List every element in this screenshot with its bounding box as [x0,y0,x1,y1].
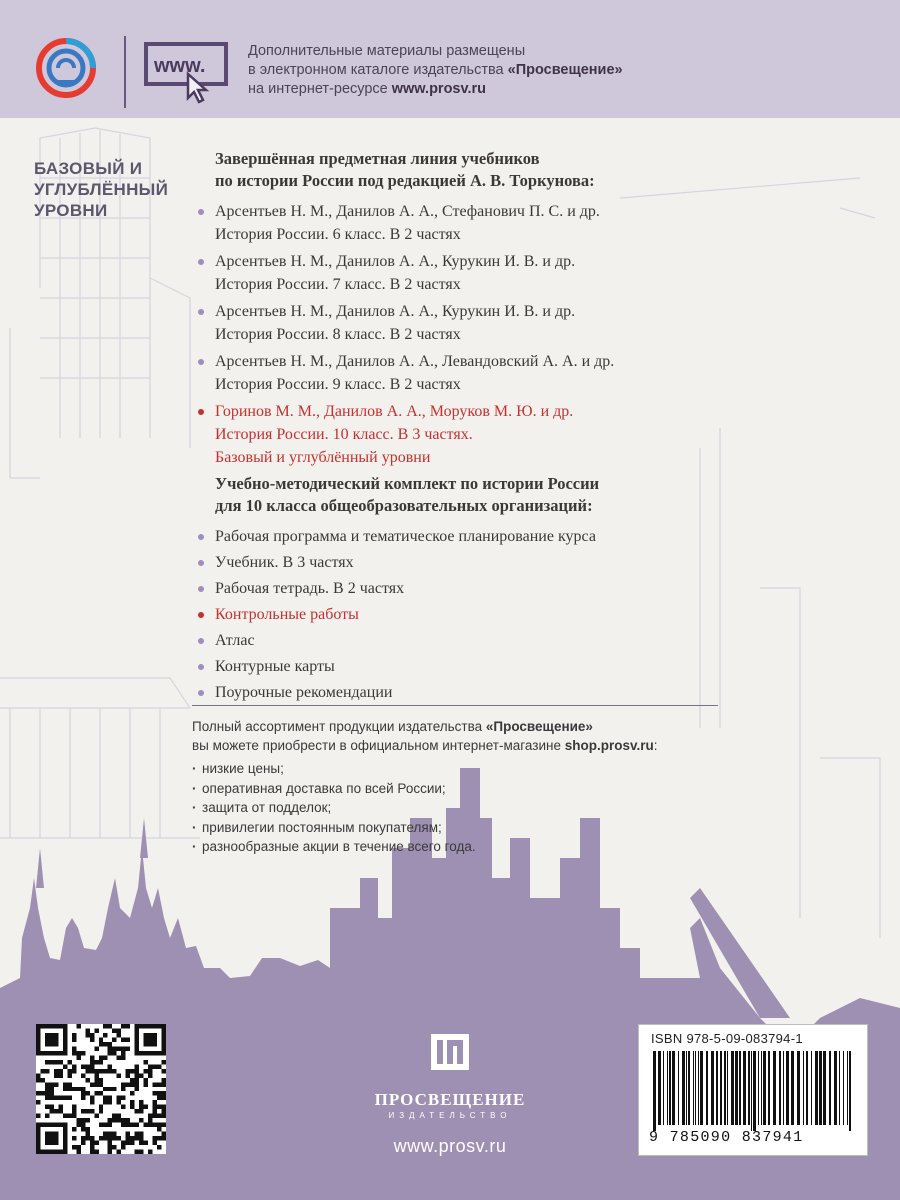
textbook-list [193,200,693,469]
list-item: Арсентьев Н. М., Данилов А. А., Курукин И. В. и др. История России. 7 класс. В 2 частях [193,250,693,296]
list-item-current-kit: Контрольные работы [193,603,693,626]
list-item: Рабочая программа и тематическое планирование курса [193,525,693,548]
list-item: · низкие цены; [192,759,732,779]
header-info-text [248,42,808,99]
publisher-url-link[interactable]: www.prosv.ru [393,1136,507,1156]
brand-name: «Просвещение» [485,719,593,734]
header-line-3: на интернет-ресурсе www.prosv.ru [248,81,487,97]
shop-line-1: Полный ассортимент продукции издательства «Просвещение» [192,719,593,734]
isbn-barcode-box [638,1024,868,1156]
shop-benefits-list [192,759,732,857]
shop-url-link[interactable]: shop.prosv.ru [564,738,654,753]
publisher-emblem-icon [427,1032,473,1072]
isbn-label: ISBN 978-5-09-083794-1 [651,1031,803,1046]
www-label: www. [154,55,206,77]
publisher-logo-icon [36,38,96,98]
list-item: Учебник. В 3 частях [193,551,693,574]
list-item: Поурочные рекомендации [193,681,693,704]
header-line-1: Дополнительные материалы размещены [248,43,526,59]
publisher-name: ПРОСВЕЩЕНИЕ [374,1090,526,1109]
list-item: Арсентьев Н. М., Данилов А. А., Левандовский А. А. и др. История России. 9 класс. В 2 частях [193,350,693,396]
publisher-subtitle: ИЗДАТЕЛЬСТВО [388,1111,512,1120]
list-item-current-book: Горинов М. М., Данилов А. А., Моруков М. Ю. и др. История России. 10 класс. В 3 частях. Базовый и углублённый уровни [193,400,693,469]
list-item: Рабочая тетрадь. В 2 частях [193,577,693,600]
shop-info [192,717,732,857]
qr-code-icon[interactable] [36,1024,166,1154]
publisher-block [360,1032,540,1182]
list-item: · оперативная доставка по всей России; [192,779,732,799]
header-divider [124,36,126,108]
brand-name: «Просвещение» [507,62,623,78]
main-content [193,148,693,707]
level-label: БАЗОВЫЙ И УГЛУБЛЁННЫЙ УРОВНИ [34,159,169,220]
kit-list [193,525,693,704]
barcode-icon [649,1051,857,1131]
ean-number: 9 785090 837941 [649,1129,804,1146]
list-item: · разнообразные акции в течение всего года. [192,837,732,857]
list-item: Атлас [193,629,693,652]
www-cursor-icon [144,40,234,106]
section-divider [192,705,718,706]
header-line-2: в электронном каталоге издательства «Просвещение» [248,62,623,78]
shop-line-2: вы можете приобрести в официальном интернет-магазине shop.prosv.ru: [192,738,658,753]
kit-heading: Учебно-методический комплект по истории России для 10 класса общеобразовательных организаций: [215,474,600,515]
list-item: Контурные карты [193,655,693,678]
publisher-url-link[interactable]: www.prosv.ru [391,81,487,97]
list-item: · защита от подделок; [192,798,732,818]
list-item: · привилегии постоянным покупателям; [192,818,732,838]
textbook-line-heading: Завершённая предметная линия учебников по истории России под редакцией А. В. Торкунова: [215,149,595,190]
list-item: Арсентьев Н. М., Данилов А. А., Курукин И. В. и др. История России. 8 класс. В 2 частях [193,300,693,346]
list-item: Арсентьев Н. М., Данилов А. А., Стефанович П. С. и др. История России. 6 класс. В 2 частях [193,200,693,246]
